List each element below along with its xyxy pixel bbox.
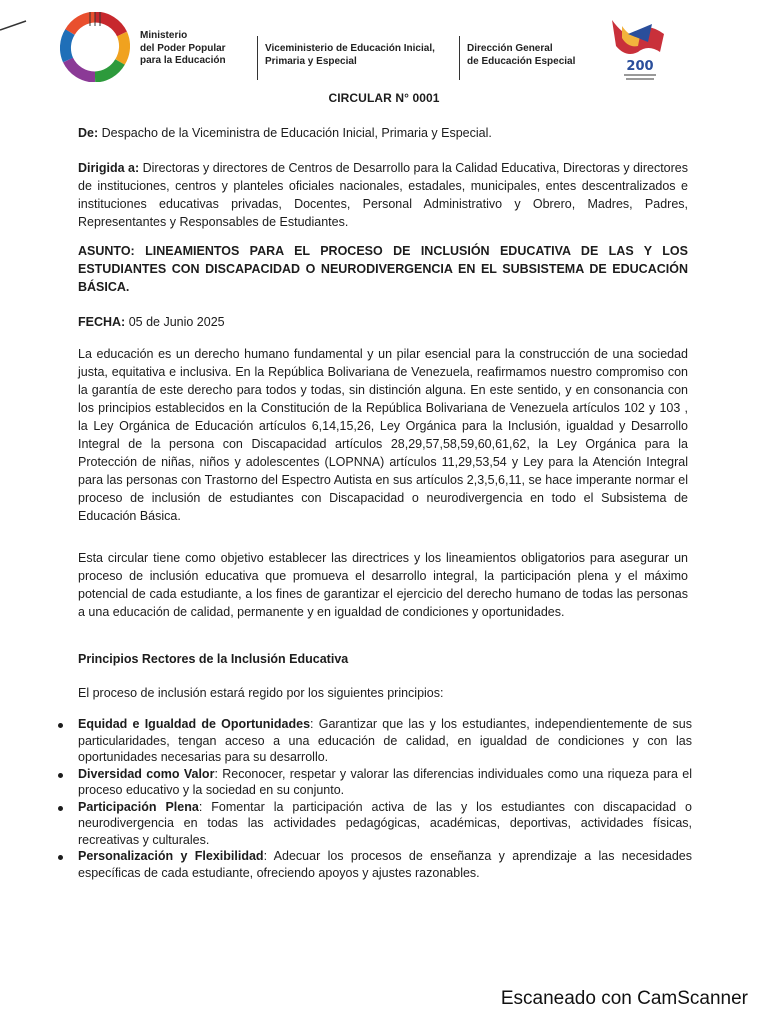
- from-text: Despacho de la Viceministra de Educación Inicial, Primaria y Especial.: [98, 126, 492, 140]
- ministry-line-2: del Poder Popular: [140, 42, 226, 54]
- bullet-icon: [58, 855, 63, 860]
- principle-term: Participación Plena: [78, 799, 199, 814]
- bullet-icon: [58, 773, 63, 778]
- principle-text: : Reconocer, respetar y valorar las diferencias individuales como una riqueza para el proceso educativo y la sociedad en su conjunto.: [78, 766, 692, 797]
- vice-line-1: Viceministerio de Educación Inicial,: [265, 43, 435, 54]
- bicentennial-emblem-icon: [608, 12, 672, 84]
- ministry-line-1: Ministerio: [140, 30, 188, 41]
- viceministry-name: [265, 42, 435, 68]
- subject: [78, 242, 688, 296]
- date-line: [78, 313, 688, 331]
- subject-label: ASUNTO:: [78, 244, 135, 258]
- list-item: [52, 766, 692, 799]
- addressees-text: Directoras y directores de Centros de Desarrollo para la Calidad Educativa, Directoras y directores de instituciones, centros y planteles oficiales nacionales, estadales, municipales, entes descentralizados e instituciones educativas privadas, Docentes, Personal Administrativo y Obrero, Madres, Padres, Representantes y Responsables de Estudiantes.: [78, 161, 688, 229]
- bullet-icon: [58, 806, 63, 811]
- emblem-number: 200: [626, 59, 654, 74]
- paragraph-1: La educación es un derecho humano fundamental y un pilar esencial para la construcción de una sociedad justa, equitativa e inclusiva. En la República Bolivariana de Venezuela, reafirmamos nuestro compromiso con la garantía de este derecho para todos y todas, sin distinción alguna. En este sentido, y en consonancia con los principios establecidos en la Constitución de la República Bolivariana de Venezuela artículos 102 y 103 , la Ley Orgánica de Educación artículos 6,14,15,26, Ley Orgánica para la Inclusión, igualdad y Desarrollo Integral de la persona con Discapacidad artículos 28,29,57,58,59,60,61,62, la Ley Orgánica para la Protección de niñas, niños y adolescentes (LOPNNA) artículos 11,29,53,54 y Ley para la Atención Integral para las personas con Trastorno del Espectro Autista en sus artículos 2,3,5,6,11, se hace imperante normar el proceso de inclusión de estudiantes con Discapacidad o neurodivergencia en todo el Subsistema de Educación Básica.: [78, 347, 688, 523]
- header-divider: [257, 36, 258, 80]
- principle-term: Diversidad como Valor: [78, 766, 215, 781]
- list-item: [52, 799, 692, 849]
- from-line: [78, 124, 688, 142]
- addressees-label: Dirigida a:: [78, 161, 140, 175]
- bullet-icon: [58, 723, 63, 728]
- principles-intro: El proceso de inclusión estará regido por los siguientes principios:: [78, 686, 444, 700]
- directorate-name: [467, 42, 575, 68]
- principle-text: : Garantizar que las y los estudiantes, independientemente de sus particularidades, tengan acceso a una educación de calidad, en igualdad de condiciones y con las oportunidades necesarias para su desarrollo.: [78, 717, 692, 764]
- date-text: 05 de Junio 2025: [125, 315, 225, 329]
- ministry-line-3: para la Educación: [140, 55, 226, 66]
- section-heading: Principios Rectores de la Inclusión Educativa: [78, 652, 349, 666]
- list-item: [52, 716, 692, 766]
- header-divider: [459, 36, 460, 80]
- vice-line-2: Primaria y Especial: [265, 56, 357, 67]
- scan-mark: [0, 18, 28, 32]
- principles-list: [52, 716, 692, 881]
- list-item: [52, 848, 692, 881]
- principle-text: : Fomentar la participación activa de las y los estudiantes con discapacidad o neurodivergencia en todas las actividades pedagógicas, académicas, deportivas, actividades físicas, recreativas y culturales.: [78, 799, 692, 847]
- principle-text: : Adecuar los procesos de enseñanza y aprendizaje a las necesidades específicas de cada estudiante, ofreciendo apoyos y ajustes razonables.: [78, 849, 692, 880]
- circular-title: CIRCULAR N° 0001: [328, 91, 440, 105]
- dge-line-1: Dirección General: [467, 43, 553, 54]
- ministry-name: [140, 30, 226, 68]
- subject-text: LINEAMIENTOS PARA EL PROCESO DE INCLUSIÓN EDUCATIVA DE LAS Y LOS ESTUDIANTES CON DISCAPACIDAD O NEURODIVERGENCIA EN EL SUBSISTEMA DE EDUCACIÓN BÁSICA.: [78, 244, 688, 294]
- ministry-logo-icon: [60, 12, 130, 82]
- scanner-watermark: Escaneado con CamScanner: [500, 988, 748, 1009]
- addressees: [78, 159, 688, 231]
- dge-line-2: de Educación Especial: [467, 56, 576, 67]
- letterhead: [60, 10, 700, 86]
- date-label: FECHA:: [78, 315, 126, 329]
- from-label: De:: [78, 126, 99, 140]
- principle-term: Equidad e Igualdad de Oportunidades: [78, 717, 311, 731]
- principle-term: Personalización y Flexibilidad: [78, 849, 264, 863]
- paragraph-2: Esta circular tiene como objetivo establecer las directrices y los lineamientos obligatorios para asegurar un proceso de inclusión educativa que promueva el desarrollo integral, la participación plena y el máximo potencial de cada estudiante, a los fines de garantizar el ejercicio del derecho humano de todas las personas a una educación de calidad, permanente y en igualdad de condiciones y oportunidades.: [78, 551, 688, 619]
